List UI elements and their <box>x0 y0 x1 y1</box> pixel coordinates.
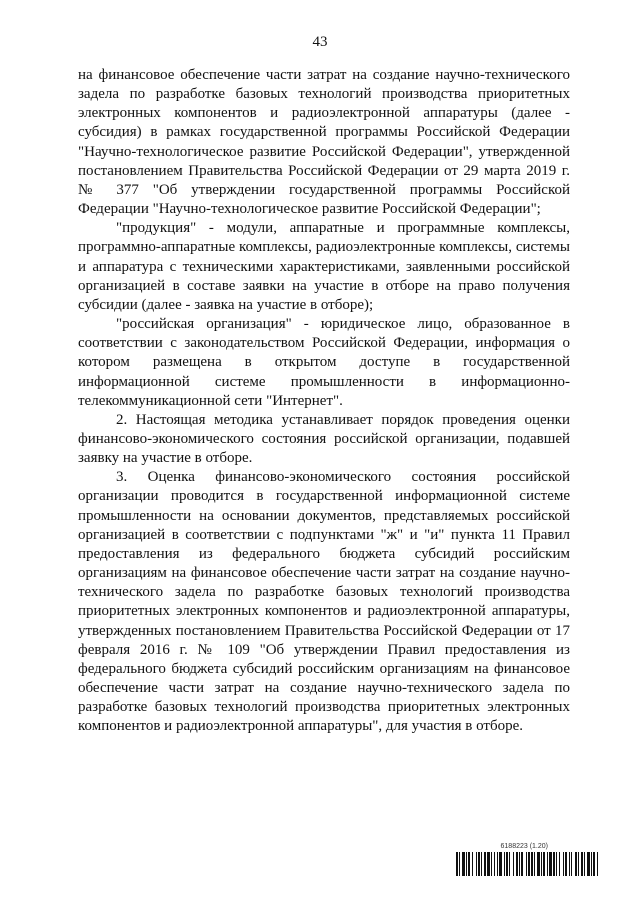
paragraph-item-3: 3. Оценка финансово-экономического состояния российской организации проводится в государственной информационной системе промышленности на основании документов, представляемых российской организацией в соответствии с подпунктами "ж" и "и" пункта 11 Правил предоставления из федерального бюджета субсидий российским организациям на финансовое обеспечение части затрат на создание научно-технического задела по разработке базовых технологий производства приоритетных электронных компонентов и радиоэлектронной аппаратуры, утвержденных постановлением Правительства Российской Федерации от 17 февраля 2016 г. № 109 "Об утверждении Правил предоставления из федерального бюджета субсидий российским организациям на финансовое обеспечение части затрат на создание научно-технического задела по разработке базовых технологий производства приоритетных электронных компонентов и радиоэлектронной аппаратуры", для участия в отборе. <box>78 469 570 735</box>
document-body <box>78 66 570 736</box>
page-number: 43 <box>312 34 328 50</box>
barcode-block <box>456 843 600 876</box>
barcode-icon <box>456 852 600 876</box>
paragraph-continuation: на финансовое обеспечение части затрат на создание научно-технического задела по разработке базовых технологий производства приоритетных электронных компонентов и радиоэлектронной аппаратуры (далее - субсидия) в рамках государственной программы Российской Федерации "Научно-технологическое развитие Российской Федерации", утвержденной постановлением Правительства Российской Федерации от 29 марта 2019 г. № 377 "Об утверждении государственной программы Российской Федерации "Научно-технологическое развитие Российской Федерации"; <box>78 67 570 218</box>
paragraph-definition-organization: "российская организация" - юридическое лицо, образованное в соответствии с законодательством Российской Федерации, информация о котором размещена в открытом доступе в государственной информационной системе промышленности в информационно-телекоммуникационной сети "Интернет". <box>78 316 570 409</box>
paragraph-definition-product: "продукция" - модули, аппаратные и программные комплексы, программно-аппаратные комплексы, радиоэлектронные комплексы, системы и аппаратура с техническими характеристиками, заявленными российской организацией в составе заявки на участие в отборе на право получения субсидии (далее - заявка на участие в отборе); <box>78 220 570 313</box>
paragraph-item-2: 2. Настоящая методика устанавливает порядок проведения оценки финансово-экономического состояния российской организации, подавшей заявку на участие в отборе. <box>78 411 570 467</box>
barcode-number: 6188223 (1.20) <box>500 843 548 850</box>
